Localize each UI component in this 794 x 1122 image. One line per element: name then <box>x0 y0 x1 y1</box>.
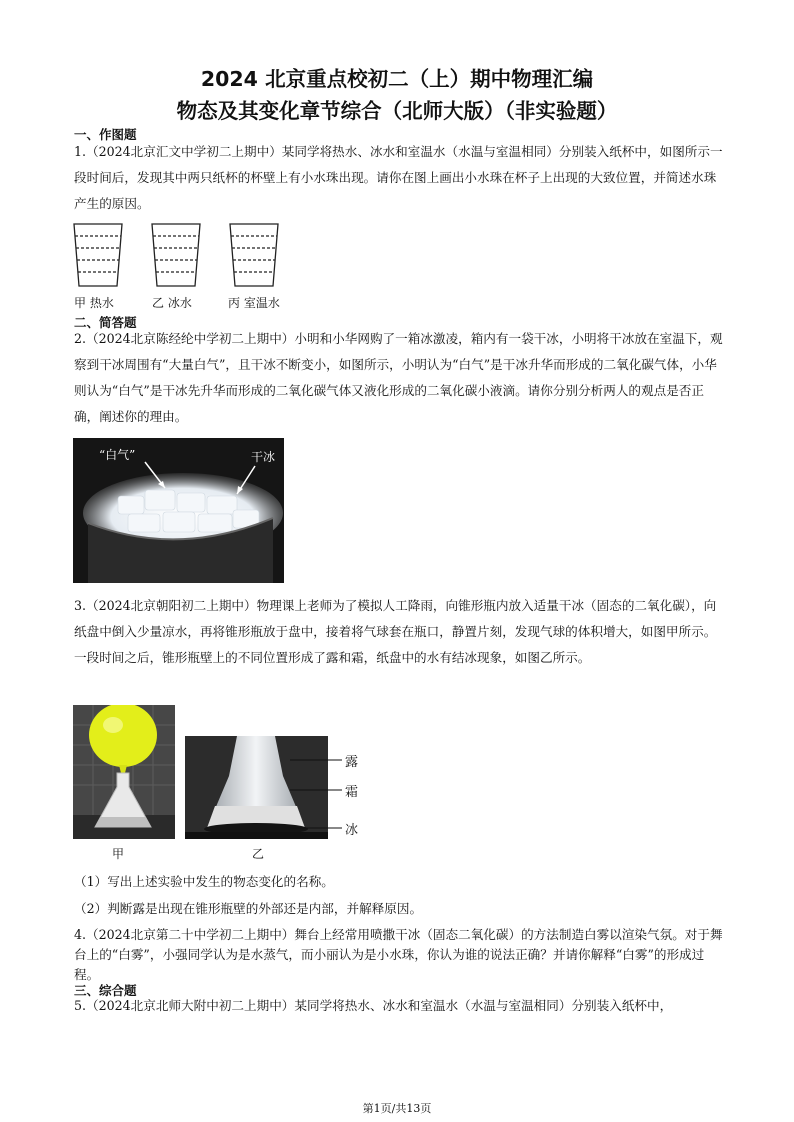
label-ice: 冰 <box>345 823 359 838</box>
cup-room-water <box>230 224 278 286</box>
question-1-text: 1.（2024北京汇文中学初二上期中）某同学将热水、冰水和室温水（水温与室温相同）分别装入纸杯中，如图所示一段时间后，发现其中两只纸杯的杯壁上有小水珠出现。请你在图上画出小水珠在杯子上出现的大致位置，并简述水珠产生的原因。 <box>74 144 723 211</box>
caption-figure-b: 乙 <box>252 847 265 861</box>
cup-hot-water <box>74 224 122 286</box>
label-dew: 露 <box>345 755 359 770</box>
dry-ice-photo <box>73 438 284 583</box>
question-2-text: 2.（2024北京陈经纶中学初二上期中）小明和小华网购了一箱冰激凌，箱内有一袋干冰，小明将干冰放在室温下，观察到干冰周围有“大量白气”，且干冰不断变小，如图所示，小明认为“白气”是干冰升华而形成的二氧化碳气体，小华则认为“白气”是干冰先升华而形成的二氧化碳气体又液化形成的二氧化碳小液滴。请你分别分析两人的观点是否正确，阐述你的理由。 <box>74 331 723 424</box>
page-number: 第1页/共13页 <box>362 1102 432 1115</box>
balloon-flask-photo <box>73 705 175 839</box>
label-pointers <box>290 740 350 840</box>
question-5-text: 5.（2024北京北师大附中初二上期中）某同学将热水、冰水和室温水（水温与室温相同）分别装入纸杯中， <box>74 998 673 1013</box>
question-3-sub-1: （1）写出上述实验中发生的物态变化的名称。 <box>74 874 334 889</box>
label-white-fog: “白气” <box>99 448 136 462</box>
page-subtitle: 物态及其变化章节综合（北师大版）（非实验题） <box>176 99 618 123</box>
cup-label-ice: 乙 冰水 <box>152 296 192 310</box>
page-title: 2024 北京重点校初二（上）期中物理汇编 <box>200 67 594 91</box>
caption-figure-a: 甲 <box>112 847 125 861</box>
label-frost: 霜 <box>345 785 359 800</box>
question-3-sub-2: （2）判断露是出现在锥形瓶壁的外部还是内部，并解释原因。 <box>74 901 423 916</box>
cup-label-room: 丙 室温水 <box>228 296 280 310</box>
section-heading-comprehensive: 三、综合题 <box>74 983 137 998</box>
question-3-text: 3.（2024北京朝阳初二上期中）物理课上老师为了模拟人工降雨，向锥形瓶内放入适量干冰（固态的二氧化碳），向纸盘中倒入少量凉水，再将锥形瓶放于盘中，接着将气球套在瓶口，静置片刻，发现气球的体积增大，如图甲所示。一段时间之后，锥形瓶壁上的不同位置形成了露和霜，纸盘中的水有结冰现象，如图乙所示。 <box>74 598 717 665</box>
section-heading-short-answer: 二、简答题 <box>74 315 137 330</box>
question-4-text: 4.（2024北京第二十中学初二上期中）舞台上经常用喷撒干冰（固态二氧化碳）的方法制造白雾以渲染气氛。对于舞台上的“白雾”，小强同学认为是水蒸气，而小丽认为是小水珠，你认为谁的说法正确？并请你解释“白雾”的形成过程。 <box>74 927 723 982</box>
cup-ice-water <box>152 224 200 286</box>
label-dry-ice: 干冰 <box>251 450 276 464</box>
section-heading-drawing: 一、作图题 <box>74 127 137 142</box>
cup-label-hot: 甲 热水 <box>74 296 114 310</box>
